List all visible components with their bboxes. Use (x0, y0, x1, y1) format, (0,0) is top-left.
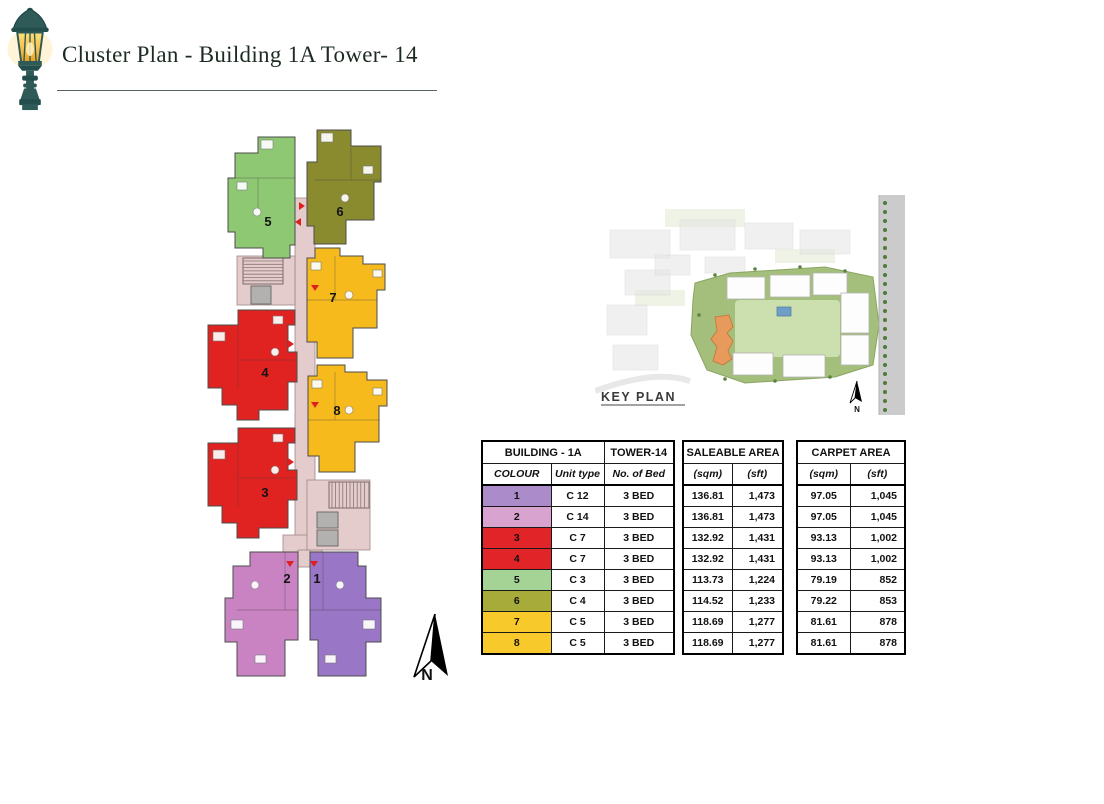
saleable-sft-header: (sft) (732, 464, 783, 486)
saleable-sqm-cell: 136.81 (683, 485, 732, 507)
saleable-sft-cell: 1,233 (732, 591, 783, 612)
north-arrow (414, 614, 448, 684)
beds-cell: 3 BED (604, 549, 674, 570)
saleable-sqm-cell: 118.69 (683, 612, 732, 633)
building-row (482, 549, 674, 570)
saleable-sft-cell: 1,473 (732, 485, 783, 507)
carpet-row (797, 507, 905, 528)
key-plan-label: KEY PLAN (601, 390, 676, 404)
unit-type-cell: C 4 (551, 591, 604, 612)
colour-column-header: COLOUR (482, 464, 551, 486)
colour-swatch-cell: 3 (482, 528, 551, 549)
carpet-sft-cell: 1,045 (850, 507, 905, 528)
saleable-sqm-cell: 132.92 (683, 549, 732, 570)
carpet-sft-cell: 878 (850, 612, 905, 633)
plan-unit-label-7: 7 (329, 290, 337, 305)
plan-unit-label-2: 2 (283, 571, 291, 586)
saleable-sft-cell: 1,431 (732, 549, 783, 570)
carpet-sqm-cell: 79.22 (797, 591, 850, 612)
building-row (482, 591, 674, 612)
saleable-sft-cell: 1,224 (732, 570, 783, 591)
saleable-row (683, 485, 783, 507)
carpet-sqm-cell: 81.61 (797, 612, 850, 633)
plan-unit-3 (208, 428, 297, 538)
colour-swatch-cell: 6 (482, 591, 551, 612)
saleable-sft-cell: 1,277 (732, 612, 783, 633)
beds-cell: 3 BED (604, 507, 674, 528)
beds-cell: 3 BED (604, 485, 674, 507)
saleable-row (683, 528, 783, 549)
plan-unit-4 (208, 310, 297, 420)
plan-unit-label-8: 8 (333, 403, 341, 418)
saleable-sqm-cell: 132.92 (683, 528, 732, 549)
saleable-row (683, 507, 783, 528)
carpet-sft-cell: 852 (850, 570, 905, 591)
carpet-sft-cell: 1,002 (850, 528, 905, 549)
saleable-sqm-cell: 118.69 (683, 633, 732, 655)
title-underline (57, 90, 437, 91)
carpet-table-body (797, 485, 905, 654)
carpet-sft-cell: 878 (850, 633, 905, 655)
colour-swatch-cell: 2 (482, 507, 551, 528)
carpet-sqm-header: (sqm) (797, 464, 850, 486)
carpet-row (797, 591, 905, 612)
unit-type-cell: C 7 (551, 549, 604, 570)
carpet-row (797, 485, 905, 507)
plan-unit-label-1: 1 (313, 571, 321, 586)
saleable-area-table (682, 440, 784, 655)
building-row (482, 528, 674, 549)
saleable-row (683, 633, 783, 655)
saleable-sqm-cell: 114.52 (683, 591, 732, 612)
colour-swatch-cell: 7 (482, 612, 551, 633)
key-plan-road (879, 195, 905, 415)
building-row (482, 570, 674, 591)
beds-column-header: No. of Bed (604, 464, 674, 486)
key-plan (595, 195, 905, 415)
plan-unit-5 (228, 137, 295, 258)
plan-unit-label-5: 5 (264, 214, 272, 229)
area-tables (481, 440, 906, 655)
saleable-row (683, 549, 783, 570)
saleable-sft-cell: 1,473 (732, 507, 783, 528)
carpet-area-table (796, 440, 906, 655)
carpet-sft-header: (sft) (850, 464, 905, 486)
carpet-row (797, 570, 905, 591)
plan-unit-6 (307, 130, 381, 244)
carpet-sqm-cell: 97.05 (797, 485, 850, 507)
unit-type-cell: C 3 (551, 570, 604, 591)
carpet-row (797, 633, 905, 655)
beds-cell: 3 BED (604, 570, 674, 591)
saleable-sft-cell: 1,431 (732, 528, 783, 549)
saleable-table-title: SALEABLE AREA (683, 441, 783, 464)
tower-header: TOWER-14 (604, 441, 674, 464)
street-lamp-icon (4, 6, 56, 112)
carpet-sft-cell: 1,045 (850, 485, 905, 507)
saleable-sft-cell: 1,277 (732, 633, 783, 655)
unit-type-cell: C 5 (551, 612, 604, 633)
building-row (482, 485, 674, 507)
colour-swatch-cell: 4 (482, 549, 551, 570)
beds-cell: 3 BED (604, 612, 674, 633)
carpet-row (797, 528, 905, 549)
carpet-row (797, 612, 905, 633)
building-row (482, 633, 674, 655)
unit-type-cell: C 5 (551, 633, 604, 655)
colour-swatch-cell: 1 (482, 485, 551, 507)
building-row (482, 612, 674, 633)
building-row (482, 507, 674, 528)
colour-swatch-cell: 8 (482, 633, 551, 655)
carpet-sqm-cell: 79.19 (797, 570, 850, 591)
unit-type-cell: C 12 (551, 485, 604, 507)
saleable-row (683, 570, 783, 591)
carpet-sqm-cell: 93.13 (797, 549, 850, 570)
key-plan-north-label: N (854, 405, 860, 414)
key-plan-site (691, 265, 879, 383)
plan-unit-1 (310, 552, 381, 676)
unit-type-column-header: Unit type (551, 464, 604, 486)
saleable-row (683, 612, 783, 633)
saleable-row (683, 591, 783, 612)
carpet-sqm-cell: 93.13 (797, 528, 850, 549)
saleable-sqm-header: (sqm) (683, 464, 732, 486)
carpet-sqm-cell: 81.61 (797, 633, 850, 655)
colour-swatch-cell: 5 (482, 570, 551, 591)
plan-unit-label-4: 4 (261, 365, 269, 380)
saleable-sqm-cell: 113.73 (683, 570, 732, 591)
beds-cell: 3 BED (604, 591, 674, 612)
carpet-sqm-cell: 97.05 (797, 507, 850, 528)
unit-type-cell: C 7 (551, 528, 604, 549)
saleable-table-body (683, 485, 783, 654)
page-title: Cluster Plan - Building 1A Tower- 14 (62, 42, 418, 67)
carpet-sft-cell: 853 (850, 591, 905, 612)
carpet-table-title: CARPET AREA (797, 441, 905, 464)
beds-cell: 3 BED (604, 633, 674, 655)
plan-unit-label-6: 6 (336, 204, 344, 219)
building-table-body (482, 485, 674, 654)
building-table-title: BUILDING - 1A (482, 441, 604, 464)
cluster-plan-drawing (195, 120, 465, 700)
north-label: N (421, 667, 433, 684)
plan-unit-label-3: 3 (261, 485, 269, 500)
unit-type-cell: C 14 (551, 507, 604, 528)
carpet-sft-cell: 1,002 (850, 549, 905, 570)
beds-cell: 3 BED (604, 528, 674, 549)
building-table (481, 440, 675, 655)
carpet-row (797, 549, 905, 570)
saleable-sqm-cell: 136.81 (683, 507, 732, 528)
